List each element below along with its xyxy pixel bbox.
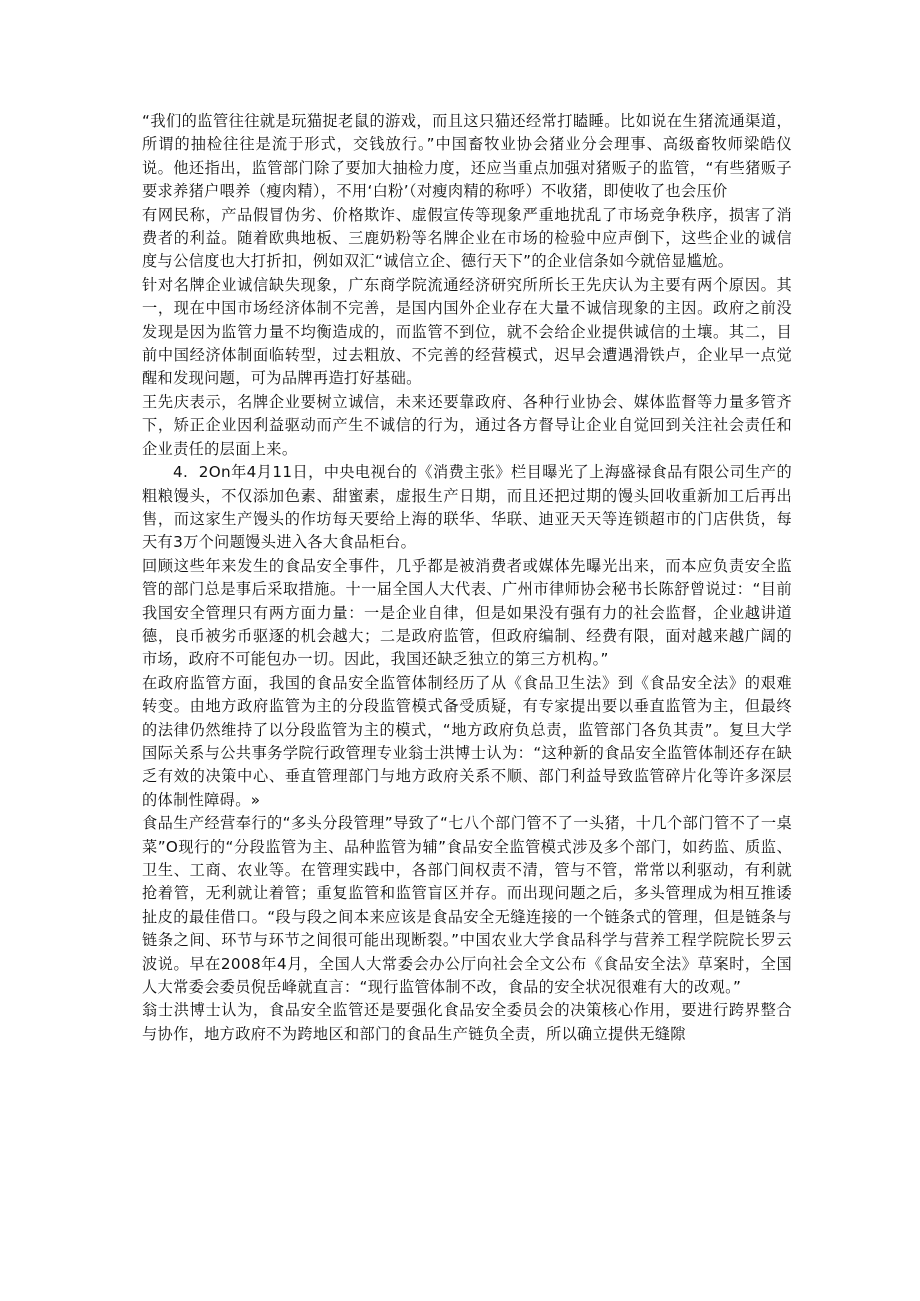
paragraph-6: 回顾这些年来发生的食品安全事件，几乎都是被消费者或媒体先曝光出来，而本应负责安全监管的部门总是事后采取措施。十一届全国人大代表、广州市律师协会秘书长陈舒曾说过：“目前我国安全管理只有两方面力量：一是企业自律，但是如果没有强有力的社会监督，企业越讲道德，良币被劣币驱逐的机会越大；二是政府监管，但政府编制、经费有限，面对越来越广阔的市场，政府不可能包办一切。因此，我国还缺乏独立的第三方机构。” <box>142 556 792 669</box>
paragraph-8: 食品生产经营奉行的“多头分段管理”导致了“七八个部门管不了一头猪，十几个部门管不了一桌菜”O现行的“分段监管为主、品种监管为辅”食品安全监管模式涉及多个部门，如药监、质监、卫生、工商、农业等。在管理实践中，各部门间权责不清，管与不管，常常以利驱动，有利就抢着管，无利就让着管；重复监管和监管盲区并存。而出现问题之后，多头管理成为相互推诿扯皮的最佳借口。“段与段之间本来应该是食品安全无缝连接的一个链条式的管理，但是链条与链条之间、环节与环节之间很可能出现断裂。”中国农业大学食品科学与营养工程学院院长罗云波说。早在2008年4月，全国人大常委会办公厅向社会全文公布《食品安全法》草案时，全国人大常委会委员倪岳峰就直言：“现行监管体制不改，食品的安全状况很难有大的改观。” <box>142 814 792 997</box>
paragraph-3: 针对名牌企业诚信缺失现象，广东商学院流通经济研究所所长王先庆认为主要有两个原因。其一，现在中国市场经济体制不完善，是国内国外企业存在大量不诚信现象的主因。政府之前没发现是因为监管力量不均衡造成的，而监管不到位，就不会给企业提供诚信的土壤。其二，目前中国经济体制面临转型，过去粗放、不完善的经营模式，迟早会遭遇滑铁卢，企业早一点觉醒和发现问题，可为品牌再造打好基础。 <box>142 275 792 388</box>
document-body <box>142 110 792 1046</box>
paragraph-9: 翁士洪博士认为，食品安全监管还是要强化食品安全委员会的决策核心作用，要进行跨界整合与协作，地方政府不为跨地区和部门的食品生产链负全责，所以确立提供无缝隙 <box>142 1001 792 1043</box>
paragraph-5-numbered-item: 4. 2On年4月11日，中央电视台的《消费主张》栏目曝光了上海盛禄食品有限公司生产的粗粮馒头，不仅添加色素、甜蜜素，虚报生产日期，而且还把过期的馒头回收重新加工后再出售，而这家生产馒头的作坊每天要给上海的联华、华联、迪亚天天等连锁超市的门店供货，每天有3万个问题馒头进入各大食品柜台。 <box>142 463 792 552</box>
paragraph-7: 在政府监管方面，我国的食品安全监管体制经历了从《食品卫生法》到《食品安全法》的艰难转变。由地方政府监管为主的分段监管模式备受质疑，有专家提出要以垂直监管为主，但最终的法律仍然维持了以分段监管为主的模式，“地方政府负总责，监管部门各负其责”。复旦大学国际关系与公共事务学院行政管理专业翁士洪博士认为：“这种新的食品安全监管体制还存在缺乏有效的决策中心、垂直管理部门与地方政府关系不顺、部门利益导致监管碎片化等许多深层的体制性障碍。» <box>142 673 792 809</box>
paragraph-4: 王先庆表示，名牌企业要树立诚信，未来还要靠政府、各种行业协会、媒体监督等力量多管齐下，矫正企业因利益驱动而产生不诚信的行为，通过各方督导让企业自觉回到关注社会责任和企业责任的层面上来。 <box>142 392 792 458</box>
paragraph-1: “我们的监管往往就是玩猫捉老鼠的游戏，而且这只猫还经常打瞌睡。比如说在生猪流通渠道，所谓的抽检往往是流于形式，交钱放行。”中国畜牧业协会猪业分会理事、高级畜牧师梁皓仪说。他还指出，监管部门除了要加大抽检力度，还应当重点加强对猪贩子的监管，“有些猪贩子要求养猪户喂养（瘦肉精），不用‘白粉’（对瘦肉精的称呼）不收猪，即使收了也会压价 <box>142 112 792 201</box>
paragraph-2: 有网民称，产品假冒伪劣、价格欺诈、虚假宣传等现象严重地扰乱了市场竞争秩序，损害了消费者的利益。随着欧典地板、三鹿奶粉等名牌企业在市场的检验中应声倒下，这些企业的诚信度与公信度也大打折扣，例如双汇“诚信立企、德行天下”的企业信条如今就倍显尴尬。 <box>142 205 792 271</box>
